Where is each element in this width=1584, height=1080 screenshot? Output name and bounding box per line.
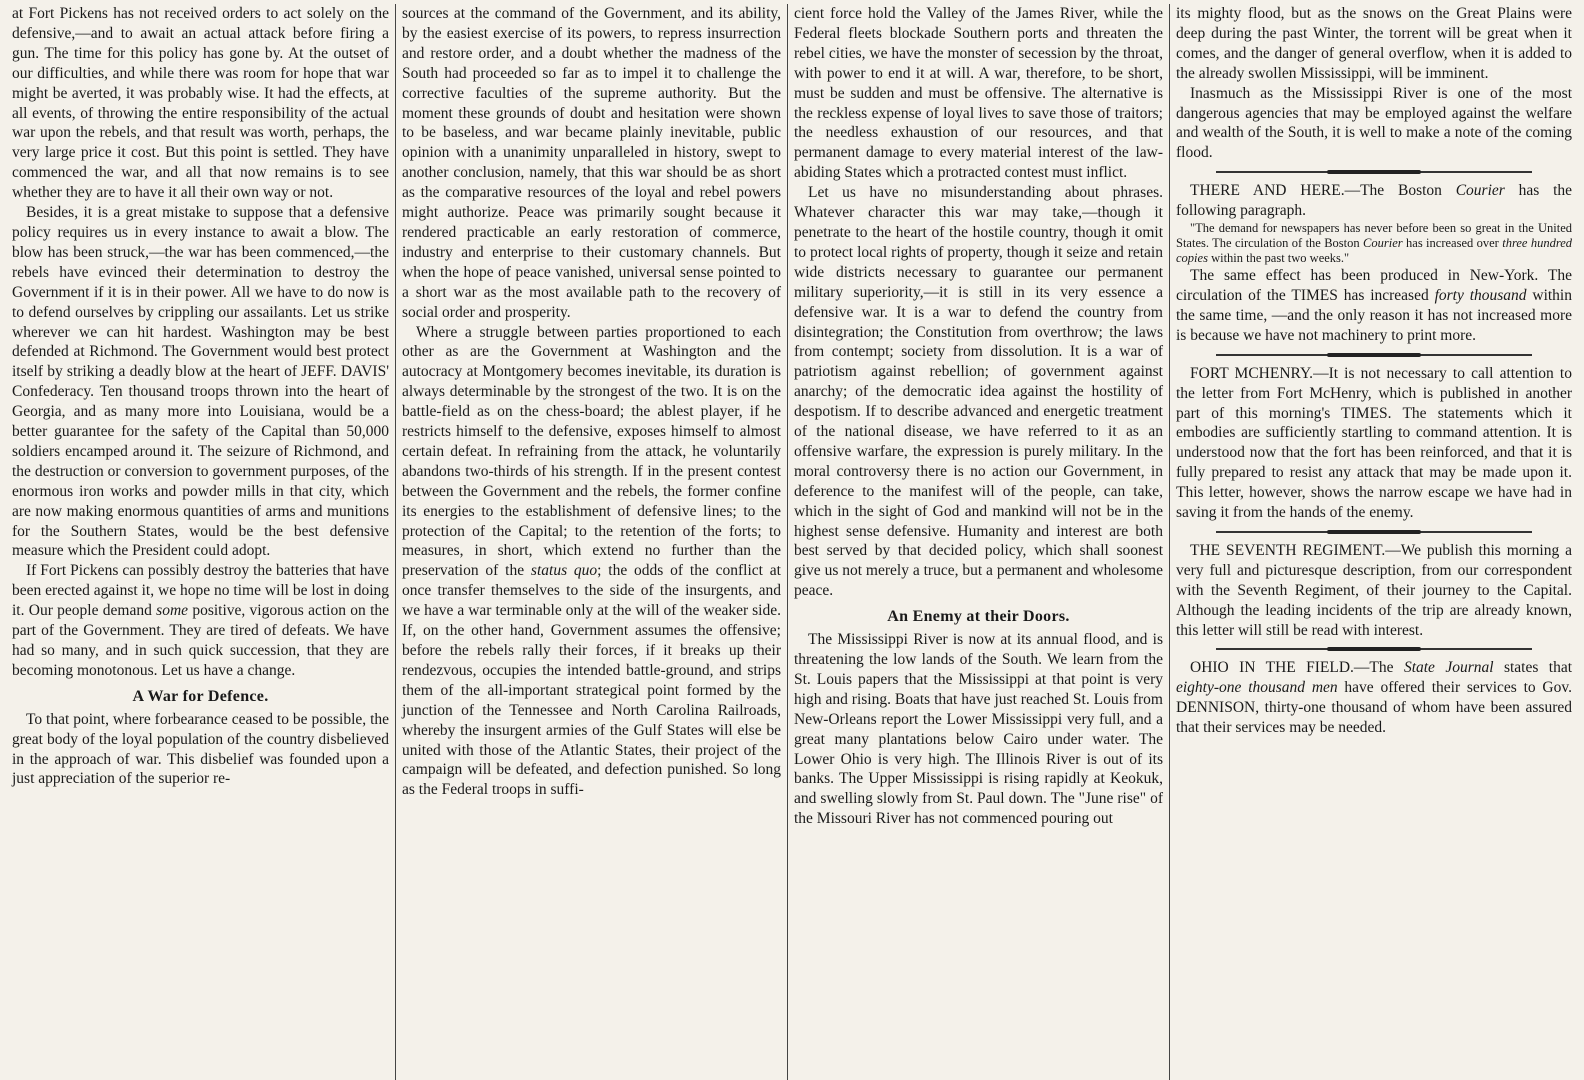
text-run: "The demand for newspapers has never before been so great in the United States. The circulation of the Boston xyxy=(1176,221,1572,251)
paragraph xyxy=(1176,364,1572,523)
paragraph: at Fort Pickens has not received orders to act solely on the defensive,—and to await an actual attack before firing a gun. The time for this policy has gone by. At the outset of our difficulties, and while there was room for hope that war might be averted, it was probably wise. It had the effects, at all events, of throwing the entire responsibility of the actual war upon the rebels, and that result was worth, perhaps, the very large price it cost. But this point is settled. They have commenced the war, and all that now remains is to see whether they are to have it all their own way or not. xyxy=(12,5,389,202)
section-divider xyxy=(1216,167,1532,177)
emphasis: some xyxy=(156,602,189,620)
text-run: —It is not necessary to call attention to the letter from Fort McHenry, which is published in another part of this morning's TIMES. The statements which it embodies are sufficiently startling to command attention. It is understood now that the fort has been reinforced, and that it is fully prepared to resist any attack that may be made upon it. This letter, however, shows the narrow escape we have had in saving it from the hands of the enemy. xyxy=(1176,364,1572,522)
section-lead: THERE AND HERE. xyxy=(1190,182,1345,200)
text-run: —We publish this morning a very full and picturesque description, from our correspondent with the Seventh Regiment, of their journey to the Capital. Although the leading incidents of the trip are already known, this letter will still be read with interest. xyxy=(1176,541,1572,639)
paragraph xyxy=(1176,541,1572,641)
block-quote xyxy=(1176,221,1572,266)
section-lead: FORT MCHENRY. xyxy=(1190,364,1314,382)
paragraph xyxy=(12,561,389,680)
paragraph: To that point, where forbearance ceased to be possible, the great body of the loyal population of the country disbelieved in the approach of war. This disbelief was founded upon a just appreciation of the superior re- xyxy=(12,710,389,788)
section-divider xyxy=(1216,644,1532,654)
paragraph: Inasmuch as the Mississippi River is one of the most dangerous agencies that may be employed against the welfare and wealth of the South, it is well to make a note of the coming flood. xyxy=(1176,84,1572,162)
emphasis: Courier xyxy=(1363,236,1403,251)
text-run: ; the odds of the conflict at once transfer themselves to the side of the insurgents, and we have a war terminable only at the will of the weaker side. If, on the other hand, Government assumes the offensive; before the rebels rally their forces, if it breaks up their rendezvous, occupies the intended battle-ground, and strips them of the all-important strategical point formed by the junction of the Tennessee and North Carolina Railroads, whereby the insurgent armies of the Gulf States will else be united with those of the Atlantic States, their project of the campaign will be defeated, and defection punished. So long as the Federal troops in suffi- xyxy=(402,562,781,799)
text-run: The same effect has been produced in New-York. The circulation of the TIMES has increased xyxy=(1176,267,1572,304)
paragraph: cient force hold the Valley of the James River, while the Federal fleets blockade Southern ports and threaten the rebel cities, we have the monster of secession by the throat, with power to end it at will. A war, therefore, to be short, must be sudden and must be offensive. The alternative is the reckless expense of loyal lives to save those of traitors; the needless exhaustion of our resources, and that permanent damage to every material interest of the law-abiding States which a protracted contest must inflict. xyxy=(794,5,1163,182)
section-lead: THE SEVENTH REGIMENT. xyxy=(1190,541,1386,559)
text-run: If Fort Pickens can possibly destroy the batteries that have been erected against it, we hope no time will be lost in doing it. Our people demand xyxy=(12,562,389,620)
column-4 xyxy=(1169,4,1578,1080)
text-run: —The xyxy=(1353,659,1394,677)
paragraph xyxy=(1176,658,1572,738)
text-run: has the following paragraph. xyxy=(1176,182,1572,220)
emphasis: eighty-one thousand men xyxy=(1176,679,1338,697)
emphasis: Courier xyxy=(1455,182,1505,200)
section-divider xyxy=(1216,350,1532,360)
paragraph xyxy=(402,323,781,801)
emphasis: State Journal xyxy=(1403,659,1494,677)
paragraph: sources at the command of the Government, and its ability, by the easiest exercise of its powers, to repress insurrection and restore order, and a doubt whether the madness of the South had proceeded so far as to impel it to challenge the corrective faculties of the supreme authority. But the moment these grounds of doubt and hesitation were shown to be baseless, and war became plainly inevitable, public opinion with a unanimity unparalleled in history, swept to another conclusion, namely, that this war should be as short as the comparative resources of the loyal and rebel powers might authorize. Peace was primarily sought because it rendered practicable an early restoration of commerce, industry and enterprise to their customary channels. But when the hope of peace vanished, universal sense pointed to a short war as the most available path to the recovery of social order and prosperity. xyxy=(402,5,781,321)
text-run: has increased over xyxy=(1406,236,1499,251)
paragraph: Let us have no misunderstanding about phrases. Whatever character this war may take,—though it penetrate to the heart of the hostile country, though it omit to protect local rights of property, though it seize and retain wide districts necessary to guarantee our permanent military superiority,—it is still in its very essence a defensive war. It is a war to defend the country from disintegration; the Constitution from overthrow; the laws from contempt; society from dissolution. It is a war of patriotism against rebellion; of government against anarchy; of the democratic idea against the hostility of despotism. If to describe advanced and energetic treatment of the national disease, we have referred to it as an offensive warfare, the expression is purely military. In the moral controversy there is no action our Government, in deference to the manifest will of the people, can take, which in the sight of God and mankind will not be in the highest sense defensive. Humanity and interest are both best served by that decided policy, which shall soonest give us not merely a truce, but a permanent and wholesome peace. xyxy=(794,184,1163,600)
text-run: have offered their services to Gov. DENNISON, thirty-one thousand of whom have been assured that their services may be needed. xyxy=(1176,679,1572,737)
section-divider xyxy=(1216,527,1532,537)
text-run: positive, vigorous action on the part of the Government. They are tired of defeats. We have had so many, and in such quick succession, that they are becoming monotonous. Let us have a change. xyxy=(12,602,390,679)
text-run: states that xyxy=(1503,659,1573,677)
emphasis: three hundred copies xyxy=(1176,236,1573,266)
article-heading: An Enemy at their Doors. xyxy=(887,608,1070,626)
section-lead: OHIO IN THE FIELD. xyxy=(1190,659,1354,677)
emphasis: forty thousand xyxy=(1434,286,1527,304)
text-run: —The Boston xyxy=(1344,182,1442,200)
paragraph: Besides, it is a great mistake to suppose that a defensive policy requires us in every instance to await a blow. The blow has been struck,—the war has been commenced,—the rebels have evinced their determination to destroy the Government if it is in their power. All we have to do now is to defend ourselves by crippling our assailants. Let us strike wherever we can hit hardest. Washington may be best defended at Richmond. The Government would best protect itself by striking a deadly blow at the heart of JEFF. DAVIS' Confederacy. Ten thousand troops thrown into the heart of Georgia, and as many more into Louisiana, would be a better guarantee for the safety of the Capital than 50,000 soldiers encamped around it. The seizure of Richmond, and the destruction or conversion to government purposes, of the enormous iron works and powder mills in that city, which are now making enormous quantities of arms and munitions for the Southern States, would be the best defensive measure which the President could adopt. xyxy=(12,204,389,560)
text-run: Where a struggle between parties proportioned to each other as are the Government at Washington and the autocracy at Montgomery becomes inevitable, its duration is always determinable by the strongest of the two. It is on the battle-field as on the chess-board; the ablest player, if he restricts himself to the defensive, exposes himself to almost certain defeat. In refraining from the attack, he voluntarily abandons two-thirds of his strength. If in the present contest between the Government and the rebels, the former confine its energies to the establishment of defensive lines; to the protection of the Capital; to the retention of the forts; to measures, in short, which extend no further than the preservation of the xyxy=(402,323,781,580)
text-run: within the same time, —and the only reason it has not increased more is because we have not machinery to print more. xyxy=(1176,286,1572,344)
column-3 xyxy=(787,4,1169,1080)
column-1 xyxy=(6,4,395,1080)
paragraph xyxy=(1176,266,1572,346)
paragraph: its mighty flood, but as the snows on the Great Plains were deep during the past Winter, the torrent will be great when it comes, and the danger of general overflow, when it is added to the already swollen Mississippi, will be imminent. xyxy=(1176,5,1572,82)
paragraph xyxy=(1176,181,1572,221)
emphasis: status quo xyxy=(530,562,598,580)
paragraph: The Mississippi River is now at its annual flood, and is threatening the low lands of the South. We learn from the St. Louis papers that the Mississippi at that point is very high and rising. Boats that have just reached St. Louis from New-Orleans report the Lower Mississippi very full, and a great many plantations below Cairo under water. The Lower Ohio is very high. The Illinois River is out of its banks. The Upper Mississippi is rising rapidly at Keokuk, and swelling slowly from St. Paul down. The "June rise" of the Missouri River has not commenced pouring out xyxy=(794,631,1163,828)
column-2 xyxy=(395,4,787,1080)
text-run: within the past two weeks." xyxy=(1211,251,1350,266)
article-heading: A War for Defence. xyxy=(132,687,269,705)
